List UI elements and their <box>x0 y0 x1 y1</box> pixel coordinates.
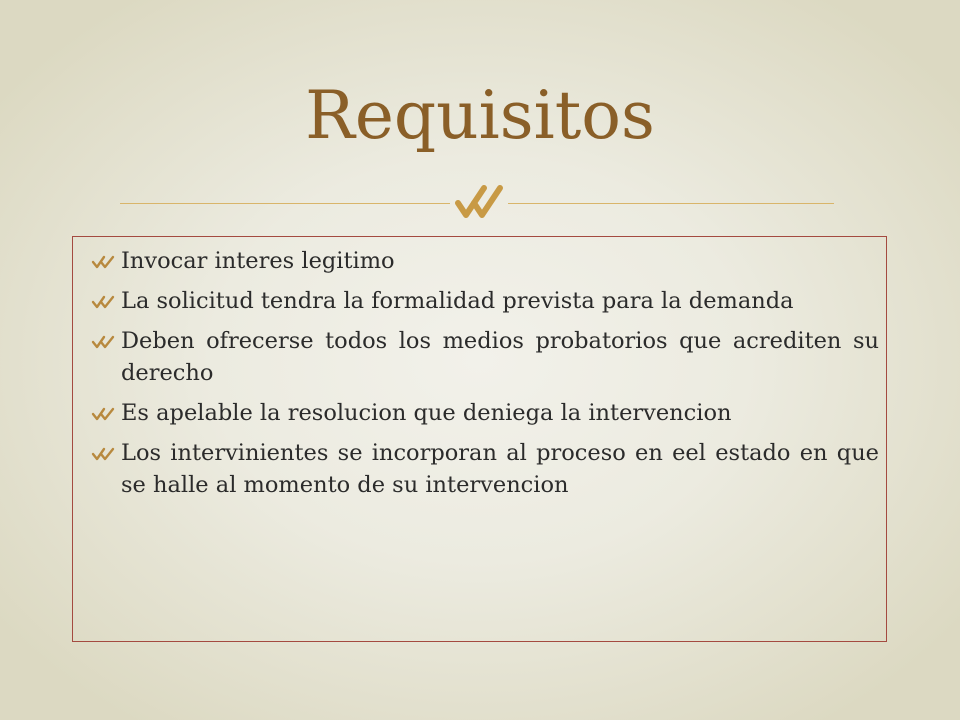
double-checkmark-icon <box>454 182 506 224</box>
slide-title: Requisitos <box>305 77 655 154</box>
bullet-item <box>89 245 879 277</box>
content-box <box>72 236 887 642</box>
bullet-text: Es apelable la resolucion que deniega la intervencion <box>121 400 732 426</box>
bullet-item <box>89 285 879 317</box>
bullet-text: Invocar interes legitimo <box>121 248 395 274</box>
double-checkmark-icon <box>91 406 117 422</box>
bullet-list <box>89 245 879 509</box>
bullet-item <box>89 325 879 389</box>
title-divider-right <box>508 203 834 204</box>
bullet-item <box>89 397 879 429</box>
double-checkmark-icon <box>91 294 117 310</box>
double-checkmark-icon <box>91 334 117 350</box>
bullet-item <box>89 437 879 501</box>
bullet-text: La solicitud tendra la formalidad prevista para la demanda <box>121 288 794 314</box>
double-checkmark-icon <box>91 254 117 270</box>
title-divider-left <box>120 203 450 204</box>
bullet-text: Deben ofrecerse todos los medios probatorios que acrediten su derecho <box>121 328 879 386</box>
bullet-text: Los intervinientes se incorporan al proceso en eel estado en que se halle al momento de su intervencion <box>121 440 879 498</box>
double-checkmark-icon <box>91 446 117 462</box>
